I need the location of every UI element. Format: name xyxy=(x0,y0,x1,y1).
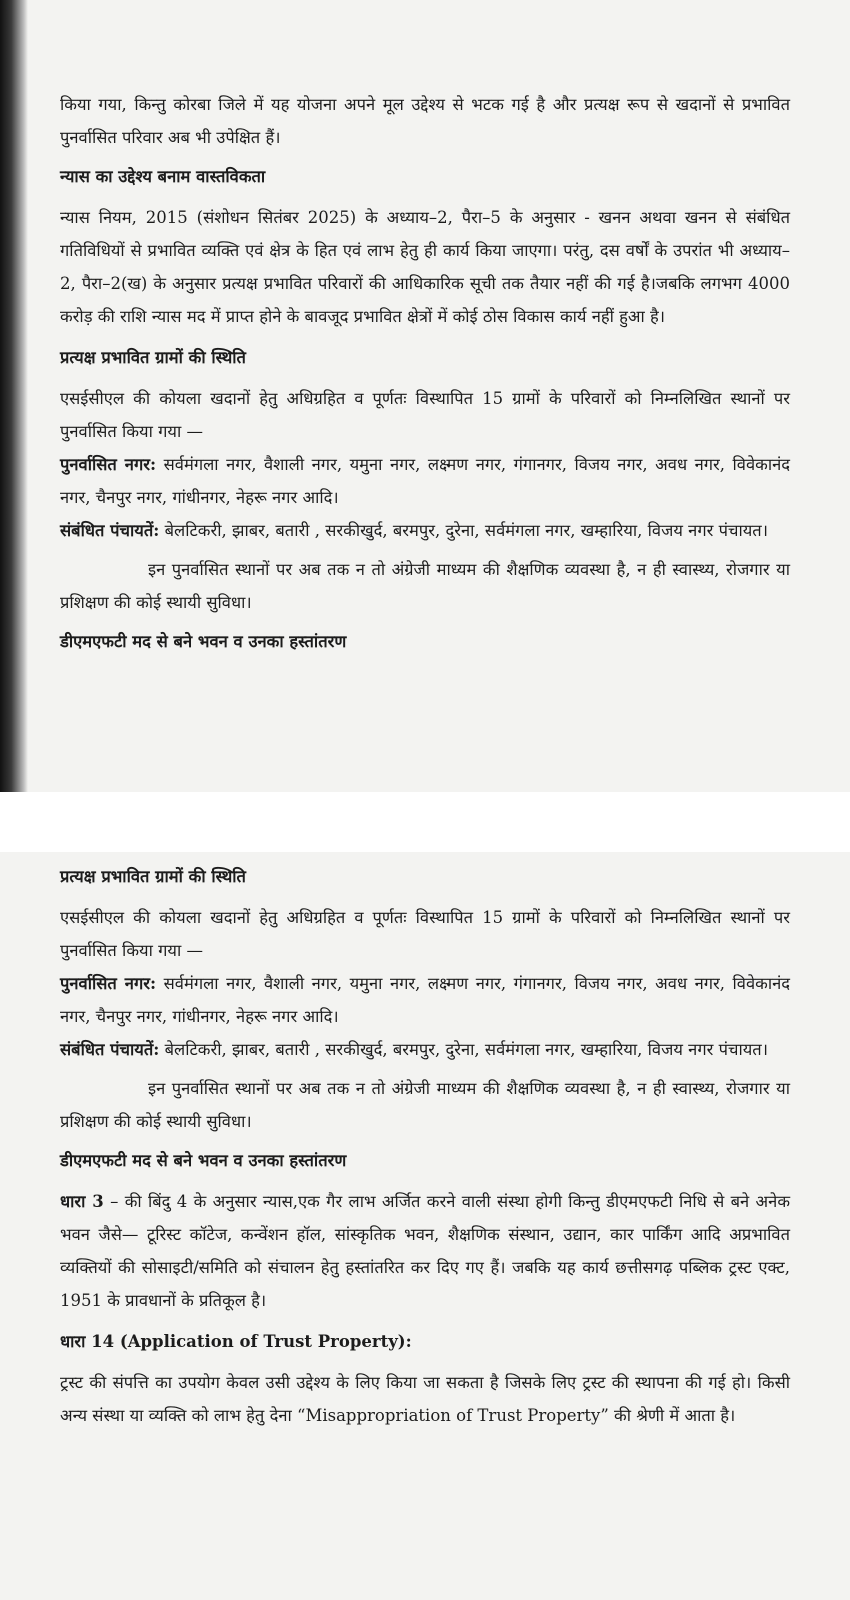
trust-objective-paragraph: न्यास नियम, 2015 (संशोधन सितंबर 2025) के अध्याय–2, पैरा–5 के अनुसार - खनन अथवा खनन से संबंधित गतिविधियों से प्रभावित व्यक्ति एवं क्षेत्र के हित एवं लाभ हेतु ही कार्य किया जाएगा। परंतु, दस वर्षों के उपरांत भी अध्याय–2, पैरा–2(ख) के अनुसार प्रत्यक्ष प्रभावित परिवारों की आधिकारिक सूची तक तैयार नहीं की गई है।जबकि लगभग 4000 करोड़ की राशि न्यास मद में प्राप्त होने के बावजूद प्रभावित क्षेत्रों में कोई ठोस विकास कार्य नहीं हुआ है। xyxy=(60,208,790,326)
section-heading-affected-villages: प्रत्यक्ष प्रभावित ग्रामों की स्थिति xyxy=(60,348,246,367)
related-panchayat-paragraph xyxy=(60,514,790,547)
facilities-paragraph: इन पुनर्वासित स्थानों पर अब तक न तो अंग्रेजी माध्यम की शैक्षणिक व्यवस्था है, न ही स्वास्थ्य, रोजगार या प्रशिक्षण की कोई स्थायी सुविधा। xyxy=(60,560,790,612)
resettled-nagar-paragraph xyxy=(60,448,790,514)
dhara-3-label: धारा 3 xyxy=(60,1192,104,1211)
resettled-nagar-label: पुनर्वासित नगर: xyxy=(60,455,157,474)
facilities-paragraph: इन पुनर्वासित स्थानों पर अब तक न तो अंग्रेजी माध्यम की शैक्षणिक व्यवस्था है, न ही स्वास्थ्य, रोजगार या प्रशिक्षण की कोई स्थायी सुविधा। xyxy=(60,1079,790,1131)
dhara-3-paragraph xyxy=(60,1185,790,1317)
resettled-nagar-paragraph xyxy=(60,967,790,1033)
section-heading-dmft-buildings: डीएमएफटी मद से बने भवन व उनका हस्तांतरण xyxy=(60,632,347,651)
page-edge-shadow xyxy=(0,0,28,792)
related-panchayat-paragraph xyxy=(60,1033,790,1066)
resettled-nagar-label: पुनर्वासित नगर: xyxy=(60,974,157,993)
continuation-paragraph: किया गया, किन्तु कोरबा जिले में यह योजना अपने मूल उद्देश्य से भटक गई है और प्रत्यक्ष रूप से खदानों से प्रभावित पुनर्वासित परिवार अब भी उपेक्षित हैं। xyxy=(60,95,790,147)
related-panchayat-list: बेलटिकरी, झाबर, बतारी , सरकीखुर्द, बरमपुर, दुरेना, सर्वमंगला नगर, खम्हारिया, विजय नगर पंचायत। xyxy=(164,521,768,540)
related-panchayat-label: संबंधित पंचायतें: xyxy=(60,521,160,540)
dhara-3-text: – की बिंदु 4 के अनुसार न्यास,एक गैर लाभ अर्जित करने वाली संस्था होगी किन्तु डीएमएफटी निधि से बने अनेक भवन जैसे— टूरिस्ट कॉटेज, कन्वेंशन हॉल, सांस्कृतिक भवन, शैक्षणिक संस्थान, उद्यान, कार पार्किंग आदि अप्रभावित व्यक्तियों की सोसाइटी/समिति को संचालन हेतु हस्तांतरित कर दिए गए हैं। जबकि यह कार्य छत्तीसगढ़ पब्लिक ट्रस्ट एक्ट, 1951 के प्रावधानों के प्रतिकूल है। xyxy=(60,1192,790,1310)
document-page-1 xyxy=(0,0,850,792)
section-heading-objective: न्यास का उद्देश्य बनाम वास्तविकता xyxy=(60,167,266,186)
resettled-nagar-list: सर्वमंगला नगर, वैशाली नगर, यमुना नगर, लक्ष्मण नगर, गंगानगर, विजय नगर, अवध नगर, विवेकानंद नगर, चैनपुर नगर, गांधीनगर, नेहरू नगर आदि। xyxy=(60,455,791,507)
section-heading-dmft-buildings: डीएमएफटी मद से बने भवन व उनका हस्तांतरण xyxy=(60,1151,347,1170)
resettled-nagar-list: सर्वमंगला नगर, वैशाली नगर, यमुना नगर, लक्ष्मण नगर, गंगानगर, विजय नगर, अवध नगर, विवेकानंद नगर, चैनपुर नगर, गांधीनगर, नेहरू नगर आदि। xyxy=(60,974,791,1026)
section-heading-dhara-14: धारा 14 (Application of Trust Property): xyxy=(60,1332,412,1351)
page-1-content xyxy=(60,88,790,658)
section-heading-affected-villages: प्रत्यक्ष प्रभावित ग्रामों की स्थिति xyxy=(60,867,246,886)
resettlement-intro: एसईसीएल की कोयला खदानों हेतु अधिग्रहित व पूर्णतः विस्थापित 15 ग्रामों के परिवारों को निम्नलिखित स्थानों पर पुनर्वासित किया गया — xyxy=(60,389,790,441)
dhara-14-paragraph: ट्रस्ट की संपत्ति का उपयोग केवल उसी उद्देश्य के लिए किया जा सकता है जिसके लिए ट्रस्ट की स्थापना की गई हो। किसी अन्य संस्था या व्यक्ति को लाभ हेतु देना “Misappropriation of Trust Property” की श्रेणी में आता है। xyxy=(60,1373,790,1425)
page-2-content xyxy=(60,860,790,1432)
document-page-2 xyxy=(0,852,850,1600)
resettlement-intro: एसईसीएल की कोयला खदानों हेतु अधिग्रहित व पूर्णतः विस्थापित 15 ग्रामों के परिवारों को निम्नलिखित स्थानों पर पुनर्वासित किया गया — xyxy=(60,908,790,960)
related-panchayat-list: बेलटिकरी, झाबर, बतारी , सरकीखुर्द, बरमपुर, दुरेना, सर्वमंगला नगर, खम्हारिया, विजय नगर पंचायत। xyxy=(164,1040,768,1059)
related-panchayat-label: संबंधित पंचायतें: xyxy=(60,1040,160,1059)
